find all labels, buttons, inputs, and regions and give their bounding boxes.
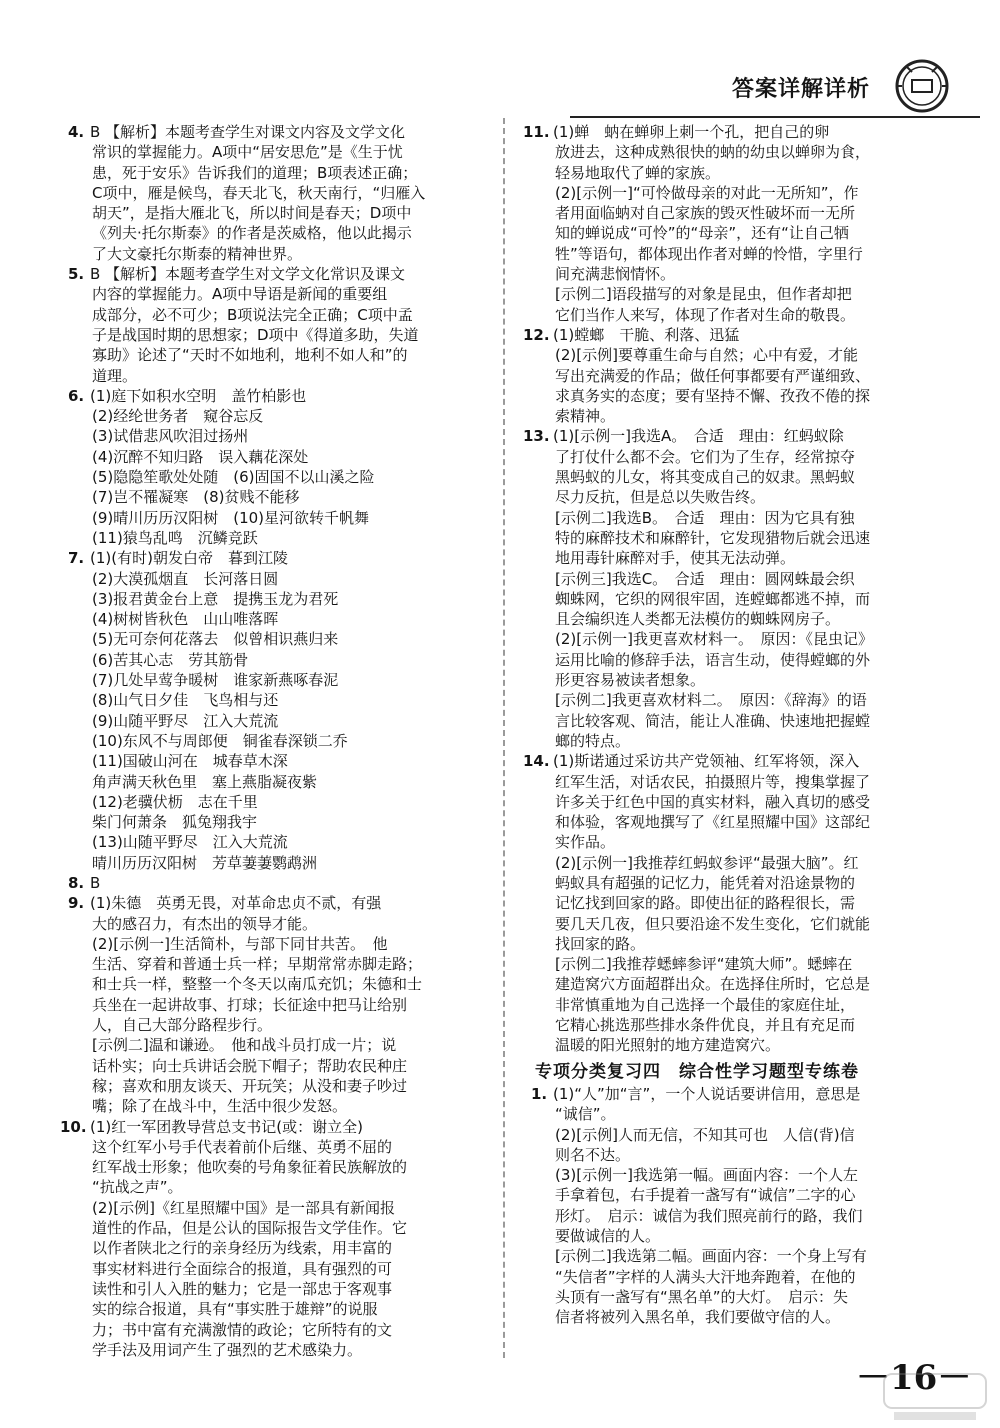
question-block (531, 1084, 953, 1328)
answer-line (68, 264, 487, 284)
answer-line (92, 345, 487, 365)
answer-text: (9)晴川历历汉阳树 (10)星河欲转千帆舞 (92, 508, 370, 527)
answer-text: 了大文豪托尔斯泰的精神世界。 (92, 244, 303, 263)
answer-line (555, 1267, 953, 1287)
question-block (68, 548, 487, 873)
question-block (68, 122, 487, 264)
answer-text: [示例二]我推荐蟋蟀参评“建筑大师”。蟋蟀在 (555, 955, 853, 974)
answer-text: “诚信”。 (555, 1105, 616, 1124)
left-column (60, 122, 487, 1360)
answer-line (60, 1117, 487, 1137)
answer-text: (1)斯诺通过采访共产党领袖、红军将领，深入 (553, 752, 860, 771)
header-rule (570, 116, 980, 118)
answer-text: 《列夫·托尔斯泰》的作者是茨威格，他以此揭示 (92, 224, 412, 243)
answer-line (92, 629, 487, 649)
answer-text: 道性的作品，但是公认的国际报告文学佳作。它 (92, 1219, 408, 1238)
answer-line (555, 934, 953, 954)
question-number: 6. (68, 386, 85, 405)
answer-line (92, 1238, 487, 1258)
answer-text: (2)[示例一]生活简朴，与部下同甘共苦。 他 (92, 934, 388, 953)
answer-text: 兵坐在一起讲故事、打球；长征途中把马让给别 (92, 995, 408, 1014)
answer-text: 要几天几夜，但只要沿途不发生变化，它们就能 (555, 914, 871, 933)
answer-text: (2)[示例]《红星照耀中国》是一部具有新闻报 (92, 1198, 395, 1217)
question-block (523, 426, 953, 751)
answer-text: (1)螳螂 干脆、利落、迅猛 (553, 325, 740, 344)
answer-text: “失信者”字样的人满头大汗地奔跑着，在他的 (555, 1267, 856, 1286)
answer-line (555, 203, 953, 223)
answer-text: 了打仗什么都不会。它们为了生存，经常掠夺 (555, 447, 856, 466)
answer-text: 稼；喜欢和朋友谈天、开玩笑；从没和妻子吵过 (92, 1076, 408, 1095)
answer-text: (7)几处早莺争暖树 谁家新燕啄春泥 (92, 671, 339, 690)
answer-line (92, 731, 487, 751)
answer-text: 头顶有一盏写有“黑名单”的大灯。 启示：失 (555, 1287, 849, 1306)
answer-line (68, 122, 487, 142)
answer-text: 学手法及用词产生了强烈的艺术感染力。 (92, 1340, 363, 1359)
answer-text: (1)蝉 蚋在蝉卵上刺一个孔，把自己的卵 (553, 123, 830, 141)
answer-line (555, 163, 953, 183)
answer-text: 这个红军小号手代表着前仆后继、英勇不屈的 (92, 1137, 393, 1156)
answer-line (555, 650, 953, 670)
answer-text: B (90, 873, 101, 892)
answer-line (555, 609, 953, 629)
page-header (560, 58, 990, 114)
answer-line (92, 1198, 487, 1218)
answer-line (555, 731, 953, 751)
answer-text: (4)树树皆秋色 山山唯落晖 (92, 610, 279, 629)
answer-text: (9)山随平野尽 江入大荒流 (92, 711, 279, 730)
answer-line (555, 305, 953, 325)
answer-text: 常识的掌握能力。A项中“居安思危”是《生于忧 (92, 143, 403, 162)
answer-text: 它们当作人来写，体现了作者对生命的敬畏。 (555, 305, 856, 324)
answer-text: 以作者陕北之行的亲身经历为线索，用丰富的 (92, 1239, 393, 1258)
answer-line (555, 487, 953, 507)
answer-text: 患，死于安乐》告诉我们的道理；B项表述正确； (92, 163, 418, 182)
answer-text: (2)[示例一]我推荐红蚂蚁参评“最强大脑”。红 (555, 853, 859, 872)
answer-text: 嘴；除了在战斗中，生活中很少发怒。 (92, 1097, 348, 1116)
answer-line (92, 183, 487, 203)
publisher-seal-icon (894, 58, 950, 114)
question-number: 11. (523, 123, 550, 141)
answer-line (555, 670, 953, 690)
answer-text: 轻易地取代了蝉的家族。 (555, 163, 721, 182)
answer-line (555, 792, 953, 812)
answer-text: 形更容易被读者想象。 (555, 671, 706, 690)
answer-text: 实作品。 (555, 833, 616, 852)
answer-line (555, 589, 953, 609)
answer-text: B 【解析】本题考查学生对课文内容及文学文化 (90, 123, 406, 141)
question-block (523, 325, 953, 426)
answer-line (92, 244, 487, 264)
question-number: 9. (68, 894, 85, 913)
answer-line (92, 792, 487, 812)
answer-line (92, 853, 487, 873)
answer-line (92, 1320, 487, 1340)
answer-line (92, 1259, 487, 1279)
question-number: 1. (531, 1084, 548, 1103)
answer-line (555, 974, 953, 994)
answer-line (555, 142, 953, 162)
answer-text: (7)岂不罹凝寒 (8)贫贱不能移 (92, 488, 300, 507)
answer-line (92, 1177, 487, 1197)
answer-text: (4)沉醉不知归路 误入藕花深处 (92, 447, 309, 466)
answer-line (92, 142, 487, 162)
answer-line (92, 751, 487, 771)
answer-text: (2)[示例一]“可怜做母亲的对此一无所知”，作 (555, 183, 859, 202)
answer-line (555, 853, 953, 873)
answer-text: 索精神。 (555, 407, 616, 426)
answer-text: 写出充满爱的作品；做任何事都要有严谨细致、 (555, 366, 871, 385)
answer-line (92, 772, 487, 792)
question-block (60, 1117, 487, 1361)
answer-text: [示例二]我更喜欢材料二。 原因：《辞海》的语 (555, 691, 867, 710)
answer-text: 记忆找到回家的路。即使出征的路程很长，需 (555, 894, 856, 913)
answer-text: 人，自己大部分路程步行。 (92, 1016, 273, 1035)
answer-text: 温暖的阳光照射的地方建造窝穴。 (555, 1036, 781, 1055)
answer-line (555, 244, 953, 264)
answer-text: 它精心挑选那些排水条件优良，并且有充足而 (555, 1016, 856, 1035)
answer-line (92, 812, 487, 832)
answer-line (555, 548, 953, 568)
answer-text: (2)[示例]人而无信，不知其可也 人信(背)信 (555, 1125, 855, 1144)
answer-line (92, 832, 487, 852)
answer-text: 言比较客观、简洁，能让人准确、快速地把握螳 (555, 711, 871, 730)
answer-line (92, 1015, 487, 1035)
answer-line (555, 1226, 953, 1246)
answer-line (555, 264, 953, 284)
answer-line (92, 569, 487, 589)
answer-text: (2)[示例]要尊重生命与自然；心中有爱，才能 (555, 346, 858, 365)
answer-line (92, 650, 487, 670)
answer-line (555, 406, 953, 426)
answer-text: 要做诚信的人。 (555, 1227, 661, 1246)
answer-line (555, 711, 953, 731)
answer-line (92, 670, 487, 690)
answer-line (92, 406, 487, 426)
right-column (523, 122, 953, 1328)
answer-line (555, 1104, 953, 1124)
answer-text: 晴川历历汉阳树 芳草萋萋鹦鹉洲 (92, 853, 318, 872)
answer-line (92, 447, 487, 467)
answer-text: (3)[示例一]我选第一幅。画面内容：一个人左 (555, 1166, 858, 1185)
answer-line (92, 609, 487, 629)
answer-line (68, 548, 487, 568)
answer-text: C项中，雁是候鸟，春天北飞，秋天南行，“归雁入 (92, 183, 426, 202)
question-block (68, 893, 487, 1116)
section-title: 专项分类复习四 综合性学习题型专练卷 (535, 1061, 859, 1082)
answer-line (92, 1035, 487, 1055)
answer-line (92, 325, 487, 345)
answer-line (68, 893, 487, 913)
answer-text: 角声满天秋色里 塞上燕脂凝夜紫 (92, 772, 318, 791)
answer-line (531, 1084, 953, 1104)
question-number: 13. (523, 427, 550, 446)
column-divider (503, 118, 505, 1358)
answer-line (555, 1185, 953, 1205)
answer-text: [示例三]我选C。 合适 理由：圆网蛛最会织 (555, 569, 855, 588)
answer-text: 和士兵一样，整整一个冬天以南瓜充饥；朱德和士 (92, 975, 423, 994)
question-number: 8. (68, 873, 85, 892)
answer-text: 生活、穿着和普通士兵一样；早期常常赤脚走路； (92, 955, 423, 974)
answer-line (92, 223, 487, 243)
answer-line (68, 873, 487, 893)
answer-line (92, 1299, 487, 1319)
answer-line (555, 345, 953, 365)
answer-line (92, 974, 487, 994)
answer-text: (1)庭下如积水空明 盖竹柏影也 (90, 386, 307, 405)
answer-line (555, 183, 953, 203)
answer-text: 则名不达。 (555, 1145, 631, 1164)
answer-line (92, 1279, 487, 1299)
answer-text: 成部分，必不可少；B项说法完全正确；C项中孟 (92, 305, 413, 324)
answer-text: 求真务实的态度；要有坚持不懈、孜孜不倦的探 (555, 386, 871, 405)
answer-text: 蜘蛛网，它织的网很牢固，连螳螂都逃不掉，而 (555, 589, 871, 608)
answer-text: 螂的特点。 (555, 731, 631, 750)
answer-line (92, 528, 487, 548)
answer-line (92, 467, 487, 487)
answer-text: [示例二]我选B。 合适 理由：因为它具有独 (555, 508, 855, 527)
answer-line (523, 122, 953, 142)
answer-text: 建造窝穴方面超群出众。在选择住所时，它总是 (555, 975, 871, 994)
answer-line (523, 325, 953, 345)
answer-text: 信者将被列入黑名单，我们要做守信的人。 (555, 1308, 841, 1327)
answer-text: 内容的掌握能力。A项中导语是新闻的重要组 (92, 285, 388, 304)
question-block (68, 264, 487, 386)
question-number: 12. (523, 325, 550, 344)
answer-text: 特的麻醉技术和麻醉针，它发现猎物后就会迅速 (555, 528, 871, 547)
answer-text: (1)红一军团教导营总支书记(或：谢立全) (90, 1117, 363, 1136)
answer-text: 实的综合报道，具有“事实胜于雄辩”的说服 (92, 1300, 378, 1319)
answer-text: (13)山随平野尽 江入大荒流 (92, 833, 288, 852)
answer-text: 间充满悲悯情怀。 (555, 265, 676, 284)
answer-text: (5)隐隐笙歌处处随 (6)固国不以山溪之险 (92, 468, 375, 487)
answer-line (555, 366, 953, 386)
answer-line (555, 1035, 953, 1055)
answer-line (92, 954, 487, 974)
answer-line (555, 914, 953, 934)
answer-text: (3)报君黄金台上意 提携玉龙为君死 (92, 589, 339, 608)
answer-text: 黑蚂蚁的儿女，将其变成自己的奴隶。黑蚂蚁 (555, 468, 856, 487)
answer-text: (3)试借悲风吹泪过扬州 (92, 427, 249, 446)
answer-line (555, 223, 953, 243)
answer-line (555, 508, 953, 528)
answer-line (92, 426, 487, 446)
answer-line (555, 893, 953, 913)
answer-line (92, 995, 487, 1015)
answer-text: [示例二]语段描写的对象是昆虫，但作者却把 (555, 285, 852, 304)
answer-text: 红军生活，对话农民，拍摄照片等，搜集掌握了 (555, 772, 871, 791)
answer-text: 许多关于红色中国的真实材料，融入真切的感受 (555, 792, 871, 811)
answer-text: (12)老骥伏枥 志在千里 (92, 792, 258, 811)
answer-line (92, 711, 487, 731)
question-number: 4. (68, 123, 85, 141)
answer-text: (5)无可奈何花落去 似曾相识燕归来 (92, 630, 339, 649)
answer-text: 话朴实；向士兵讲话会脱下帽子；帮助农民种庄 (92, 1056, 408, 1075)
answer-text: 者用面临蚋对自己家族的毁灭性破坏而一无所 (555, 204, 856, 223)
answer-line (92, 690, 487, 710)
answer-text: 知的蝉说成“可怜”的“母亲”，还有“让自己牺 (555, 224, 849, 243)
answer-text: 地用毒针麻醉对手，使其无法动弹。 (555, 549, 796, 568)
question-block (68, 873, 487, 893)
answer-line (555, 812, 953, 832)
answer-line (92, 1218, 487, 1238)
answer-text: (6)苦其心志 劳其筋骨 (92, 650, 249, 669)
answer-line (555, 873, 953, 893)
answer-line (92, 1157, 487, 1177)
answer-text: 形灯。 启示：诚信为我们照亮前行的路，我们 (555, 1206, 863, 1225)
answer-text: 牲”等语句，都体现出作者对蝉的怜惜，字里行 (555, 244, 863, 263)
answer-text: [示例二]我选第二幅。画面内容：一个身上写有 (555, 1247, 867, 1266)
answer-line (92, 589, 487, 609)
answer-text: (2)[示例一]我更喜欢材料一。 原因：《昆虫记》 (555, 630, 873, 649)
answer-line (92, 1056, 487, 1076)
answer-text: 红军战士形象；他吹奏的号角象征着民族解放的 (92, 1158, 408, 1177)
answer-text: (2)大漠孤烟直 长河落日圆 (92, 569, 279, 588)
answer-line (555, 1125, 953, 1145)
answer-line (555, 1287, 953, 1307)
answer-line (555, 528, 953, 548)
question-number: 10. (60, 1117, 87, 1136)
answer-text: 非常慎重地为自己选择一个最佳的家庭住址， (555, 995, 856, 1014)
answer-line (555, 1145, 953, 1165)
answer-text: 胡天”，是指大雁北飞，所以时间是春天；D项中 (92, 204, 412, 223)
answer-text: 且会编织连人类都无法模仿的蜘蛛网房子。 (555, 610, 841, 629)
answer-line (555, 1165, 953, 1185)
page-number: －16－ (856, 1358, 972, 1398)
answer-line (555, 690, 953, 710)
answer-line (555, 1015, 953, 1035)
answer-line (555, 284, 953, 304)
answer-text: 柴门何萧条 狐兔翔我宇 (92, 813, 258, 832)
question-block (523, 751, 953, 1055)
answer-text: (1)[示例一]我选A。 合适 理由：红蚂蚁除 (553, 427, 844, 446)
answer-line (92, 366, 487, 386)
answer-text: 道理。 (92, 366, 138, 385)
answer-text: (1)“人”加“言”，一个人说话要讲信用，意思是 (553, 1084, 861, 1103)
answer-line (555, 467, 953, 487)
answer-line (555, 1206, 953, 1226)
answer-text: (10)东风不与周郎便 铜雀春深锁二乔 (92, 731, 348, 750)
answer-line (555, 954, 953, 974)
answer-line (555, 629, 953, 649)
question-block (68, 386, 487, 548)
answer-line (92, 1340, 487, 1360)
answer-line (92, 934, 487, 954)
answer-text: (11)国破山河在 城春草木深 (92, 752, 288, 771)
answer-line (555, 569, 953, 589)
answer-text: 运用比喻的修辞手法，语言生动，使得螳螂的外 (555, 650, 871, 669)
answer-line (555, 832, 953, 852)
question-number: 5. (68, 265, 85, 284)
answer-text: (11)猿鸟乱鸣 沉鳞竞跃 (92, 528, 258, 547)
answer-line (555, 386, 953, 406)
answer-line (92, 284, 487, 304)
answer-text: 放进去，这种成熟很快的蚋的幼虫以蝉卵为食， (555, 143, 871, 162)
answer-text: 事实材料进行全面综合的报道，具有强烈的可 (92, 1259, 393, 1278)
answer-line (68, 386, 487, 406)
answer-text: 找回家的路。 (555, 934, 646, 953)
answer-text: (1)(有时)朝发白帝 暮到江陵 (90, 549, 288, 568)
answer-line (555, 772, 953, 792)
answer-text: 读性和引人入胜的魅力；它是一部忠于客观事 (92, 1279, 393, 1298)
answer-text: 子是战国时期的思想家；D项中《得道多助，失道 (92, 325, 419, 344)
answer-line (92, 508, 487, 528)
answer-line (523, 751, 953, 771)
answer-line (523, 426, 953, 446)
answer-text: 寡助》论述了“天时不如地利，地利不如人和”的 (92, 346, 408, 365)
header-title: 答案详解详析 (731, 77, 870, 102)
answer-text: [示例二]温和谦逊。 他和战斗员打成一片；说 (92, 1036, 397, 1055)
answer-line (92, 163, 487, 183)
question-block (523, 122, 953, 325)
answer-text: B 【解析】本题考查学生对文学文化常识及课文 (90, 265, 406, 284)
answer-text: (1)朱德 英勇无畏，对革命忠贞不贰，有强 (90, 894, 382, 913)
answer-line (92, 305, 487, 325)
question-number: 7. (68, 549, 85, 568)
answer-line (555, 1307, 953, 1327)
answer-text: 手拿着包，右手提着一盏写有“诚信”二字的心 (555, 1186, 856, 1205)
answer-line (92, 914, 487, 934)
answer-text: 蚂蚁具有超强的记忆力，能凭着对沿途景物的 (555, 873, 856, 892)
answer-line (555, 1246, 953, 1266)
answer-line (92, 1137, 487, 1157)
answer-text: (8)山气日夕佳 飞鸟相与还 (92, 691, 279, 710)
answer-text: 尽力反抗，但是总以失败告终。 (555, 488, 766, 507)
answer-line (555, 447, 953, 467)
answer-text: 大的感召力，有杰出的领导才能。 (92, 914, 318, 933)
watermark-logo-icon (880, 1370, 990, 1424)
question-number: 14. (523, 752, 550, 771)
answer-text: “抗战之声”。 (92, 1178, 183, 1197)
answer-line (555, 995, 953, 1015)
answer-line (92, 487, 487, 507)
answer-line (92, 1076, 487, 1096)
answer-text: (2)经纶世务者 窥谷忘反 (92, 407, 264, 426)
answer-text: 力；书中富有充满激情的政论；它所特有的文 (92, 1320, 393, 1339)
answer-text: 和体验，客观地撰写了《红星照耀中国》这部纪 (555, 813, 871, 832)
answer-line (92, 1096, 487, 1116)
answer-line (92, 203, 487, 223)
